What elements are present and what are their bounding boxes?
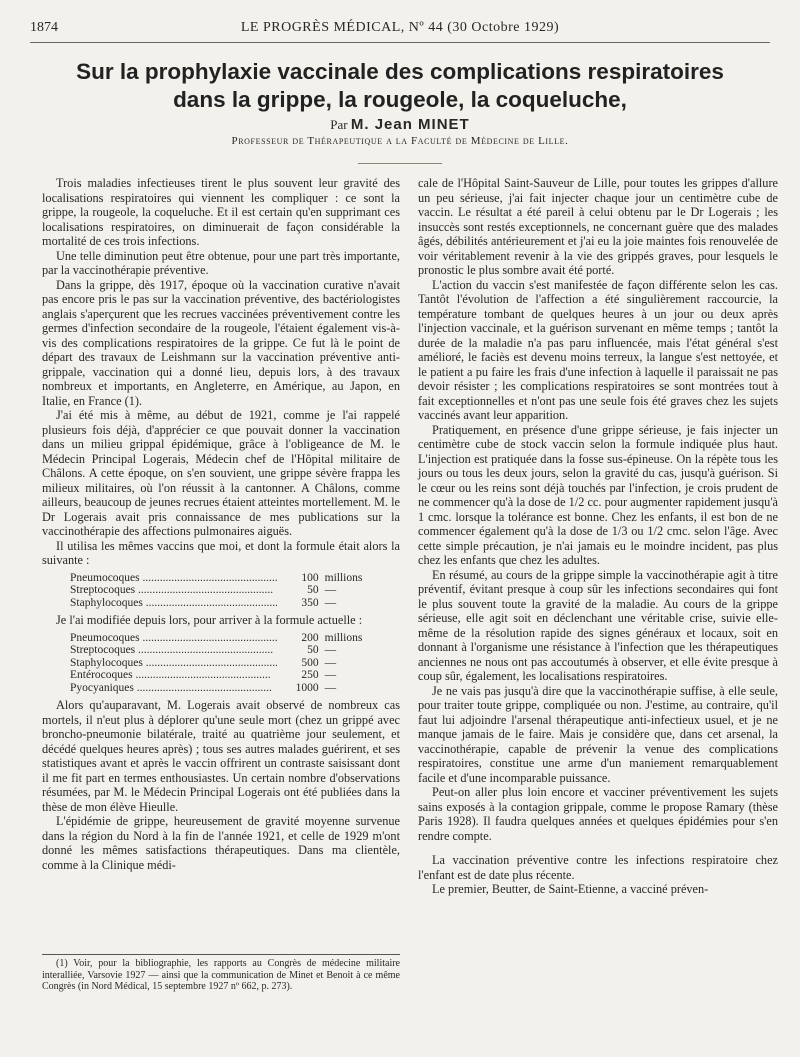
formula-unit: — [324,656,337,669]
running-header [30,20,770,42]
formula-qty: 100 [301,571,319,584]
formula-germ: Staphylocoques ..... [70,597,277,610]
formula-qty: 250 [301,669,319,681]
paragraph: Il utilisa les mêmes vaccins que moi, et dont la formule était alors la suivante : [42,538,400,567]
formula-unit: — [324,596,337,609]
paragraph: Une telle diminution peut être obtenue, pour une part très importante, par la vaccinothérapie préventive. [42,248,400,277]
paragraph: Dans la grippe, dès 1917, époque où la vaccination curative n'avait pas encore pris le pas sur la vaccination préventive, des bactériologistes anglais s'aperçurent que les recrues vaccinées préventivement contre les germes d'infection secondaire de la rougeole, l'étaient également vis-à-vis des complications respiratoires de la grippe. Ce fut là le point de départ des travaux de Leishmann sur la vaccination préventive anti-grippale, vaccination qui a donné lieu, depuis lors, à des travaux nombreux et importants, en Angleterre, en Amérique, au Japon, en Italie, en France (1). [42,277,400,408]
formula-unit: millions [324,631,363,644]
footnote [42,958,400,993]
formula-qty: 350 [301,596,319,609]
right-column [418,176,778,897]
header-rule [30,42,770,43]
formula-qty: 200 [301,631,319,644]
footnote-text: (1) Voir, pour la bibliographie, les rapports au Congrès de médecine militaire interalliée, Varsovie 1927 — ainsi que la communication de Minet et Benoit à ce même Congrès (in Nord Médical, 15 septembre 1927 nº 662, p. 273). [42,958,400,992]
formula-qty: 1000 [295,681,319,694]
formula-germ: Staphylocoques ..... [70,657,277,670]
formula-row [70,669,400,682]
page-number: 1874 [30,20,58,35]
formula-germ: Entérocoques ..... [70,669,277,682]
author-name: M. Jean MINET [350,116,470,133]
formula-germ: Pneumocoques ..... [70,632,277,645]
vaccine-formula-original [70,572,400,610]
paragraph: Peut-on aller plus loin encore et vacciner préventivement les sujets sains exposés à la contagion grippale, comme le propose Ramary (thèse Paris 1928). Il faudra quelques années et quelques épidémies pour s'en rendre compte. [418,785,778,843]
formula-germ: Streptocoques ..... [70,644,277,657]
paragraph: Pratiquement, en présence d'une grippe sérieuse, je fais injecter un centimètre cube de stock vaccin selon la formule indiquée plus haut. L'injection est pratiquée dans la fosse sus-épineuse. On la répète tous les jours ou tous les deux jours, selon la gravité du cas, jusqu'à guérison. Si le cœur ou les reins sont déjà touchés par l'infection, je crois prudent de ne commencer qu'à la dose de 1/2 cc. pour augmenter rapidement jusqu'à 1 cmc. lorsque la tolérance est bonne. Chez les enfants, il est bon de ne commencer également qu'à la dose de 1/3 ou 1/2 cmc. selon l'âge. Avec cette simple précaution, je n'ai jamais eu le moindre incident, pas plus chez les enfants que chez les adultes. [418,422,778,567]
formula-unit: millions [324,571,363,584]
byline-par: Par [330,117,348,132]
formula-germ: Pneumocoques ..... [70,572,277,585]
journal-title: LE PROGRÈS MÉDICAL, Nº 44 (30 Octobre 1929) [240,20,560,35]
formula-germ: Streptocoques ..... [70,584,277,597]
paragraph: Je l'ai modifiée depuis lors, pour arriver à la formule actuelle : [56,613,363,627]
formula-germ: Pyocyaniques ..... [70,682,277,695]
article-title [30,58,770,114]
paragraph: L'épidémie de grippe, heureusement de gravité moyenne survenue dans la région du Nord à la fin de l'année 1921, et celle de 1929 m'ont donné les mêmes satisfactions thérapeutiques. Dans ma clientèle, comme à la Clinique médi- [42,814,400,872]
formula-unit: — [324,681,337,694]
title-line-2: dans la grippe, la rougeole, la coqueluche, [173,87,627,112]
paragraph: La vaccination préventive contre les infections respiratoire chez l'enfant est de date plus récente. [418,853,778,882]
footnote-rule [42,954,400,955]
formula-row [70,682,400,695]
paragraph: cale de l'Hôpital Saint-Sauveur de Lille, pour toutes les grippes d'allure un peu sérieuse, j'ai fait injecter chaque jour un centimètre cube de vaccin. Le résultat a été pareil à celui obtenu par le Dr Logerais ; les insuccès sont restés exceptionnels, ne concernant guère que des malades âgés, débilités antérieurement et j'ai eu la joie maintes fois renouvelée de voir véritablement revenir à la vie des grippés graves, pour lesquels le pronostic le plus sombre avait été porté. [418,176,778,277]
formula-row [70,584,400,597]
author-affiliation [30,135,770,147]
formula-row [70,657,400,670]
formula-qty: 500 [301,656,319,669]
formula-unit: — [324,644,337,656]
formula-unit: — [324,669,337,681]
formula-qty: 50 [307,644,319,656]
byline [30,116,770,133]
paragraph: Je ne vais pas jusqu'à dire que la vaccinothérapie suffise, à elle seule, pour traiter toute grippe, compliquée ou non. J'estime, au contraire, qu'il faut lui adjoindre l'arsenal thérapeutique anti-infectieux usuel, et je ne manque jamais de le faire. Mais je considère que, dans cet arsenal, la vaccinothérapie, capable de prévenir la venue des complications respiratoires, constitue une arme d'un maniement remarquablement facile et d'une incomparable puissance. [418,683,778,785]
formula-row [70,572,400,585]
formula-row [70,644,400,657]
affiliation-text: Professeur de Thérapeutique a la Faculté de Médecine de Lille. [231,135,569,147]
vaccine-formula-current [70,632,400,695]
paragraph: En résumé, au cours de la grippe simple la vaccinothérapie agit à titre préventif, évitant presque à coup sûr les infections secondaires qui font le plus souvent toute la gravité de la maladie. Au cours de la grippe sérieuse, elle agit soit en déclenchant une véritable crise, suivie elle-même de la résolution rapide des signes généraux et locaux, soit en donnant à l'organisme une résistance à l'infection que les thérapeutiques anciennes ne nous ont pas accoutumés à observer, et elle évite presque à coup sûr, également, les localisations respiratoires. [418,567,778,683]
formula-row [70,597,400,610]
paragraph: J'ai été mis à même, au début de 1921, comme je l'ai rappelé plusieurs fois déjà, d'apprécier ce que pouvait donner la vaccination dans un milieu grippal épidémique, grâce à l'obligeance de M. le Médecin Principal Logerais, Médecin chef de l'Hôpital militaire de Châlons. A cette époque, on s'en souvient, une grippe sévère frappa les milieux militaires, où l'on réussit à la cantonner. A Châlons, comme ailleurs, beaucoup de jeunes recrues étaient atteintes mortellement. M. le Dr Logerais avait pris connaissance de mes publications sur la vaccinothérapie des affections pulmonaires aiguës. [42,408,400,538]
paragraph: L'action du vaccin s'est manifestée de façon différente selon les cas. Tantôt l'évolution de l'affection a été singulièrement raccourcie, la température tombant de quelques heures à un jour ou deux après l'injection vaccinale, et la guérison survenant en même temps ; tantôt la durée de la maladie n'a pas paru influencée, mais l'état général s'est amélioré, le faciès est devenu moins terreux, la langue s'est nettoyée, et le patient a pu faire les frais d'une infection à laquelle il paraissait ne pas devoir résister ; les complications respiratoires se sont montrées tout à fait exceptionnelles et n'ont pas une seule fois été graves chez les sujets vaccinés avant leur apparition. [418,277,778,422]
paragraph: Le premier, Beutter, de Saint-Etienne, a vacciné préven- [432,882,709,896]
formula-qty: 50 [307,584,319,596]
formula-row [70,632,400,645]
title-line-1: Sur la prophylaxie vaccinale des complications respiratoires [76,59,724,84]
paragraph: Alors qu'auparavant, M. Logerais avait observé de nombreux cas mortels, il n'eut plus à déplorer qu'une seule mort (chez un grippé avec broncho-pneumonie bilatérale, traité au quatrième jour seulement, et décédé quelques heures après) ; tous ses autres malades guérirent, et ses statistiques avant et après le vaccin offrirent un contraste saisissant dont il me fit part en termes enthousiastes. Un certain nombre d'observations résumées, par M. le Médecin Principal Logerais ont été publiées dans la thèse de mon élève Hieulle. [42,698,400,814]
title-separator [358,163,442,164]
paragraph: Trois maladies infectieuses tirent le plus souvent leur gravité des localisations respiratoires qui viennent les compliquer : ce sont la grippe, la rougeole, la coqueluche. Et il est certain qu'en supprimant ces localisations respiratoires, on diminuerait de façon considérable la mortalité de ces trois infections. [42,176,400,248]
formula-unit: — [324,584,337,596]
left-column [42,176,400,872]
